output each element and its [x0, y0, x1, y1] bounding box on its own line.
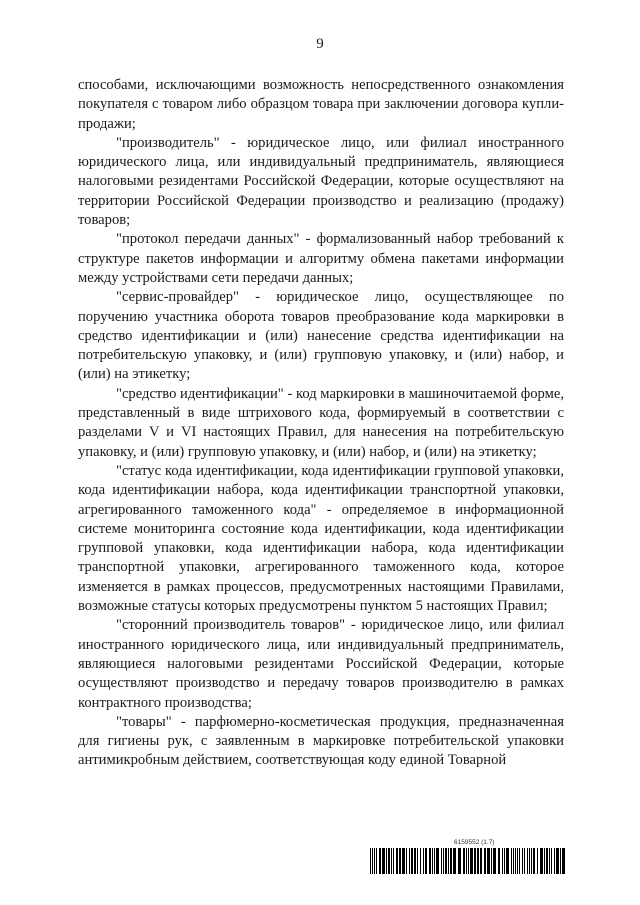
barcode-bar	[474, 848, 476, 874]
barcode-bar	[450, 848, 452, 874]
barcode-bar	[443, 848, 444, 874]
barcode-bar	[409, 848, 410, 874]
barcode-image	[370, 848, 566, 874]
paragraph: "протокол передачи данных" - формализованный набор требований к структуре пакетов информации и алгоритму обмена пакетами информации между устройствами сети передачи данных;	[78, 231, 564, 286]
document-body	[78, 76, 564, 771]
paragraph: "сторонний производитель товаров" - юридическое лицо, или филиал иностранного юридического лица, или индивидуальный предприниматель, являющиеся налоговыми резидентами Российской Федерации, которые осуществляют производство и передачу товаров производителю в рамках контрактного производства;	[78, 617, 564, 711]
barcode-bar	[388, 848, 390, 874]
barcode-bar	[546, 848, 548, 874]
barcode-bar	[448, 848, 449, 874]
barcode-bar	[524, 848, 525, 874]
barcode-bar	[420, 848, 421, 874]
barcode-bar	[376, 848, 377, 874]
barcode-bar	[434, 848, 435, 874]
barcode-bar	[519, 848, 520, 874]
paragraph: способами, исключающими возможность непосредственного ознакомления покупателя с товаром либо образцом товара при заключении договора купли-продажи;	[78, 77, 564, 132]
barcode-bar	[544, 848, 545, 874]
barcode-bar	[487, 848, 490, 874]
barcode-bar	[374, 848, 375, 874]
barcode-bar	[382, 848, 385, 874]
barcode-bar	[522, 848, 523, 874]
barcode-bar	[556, 848, 559, 874]
barcode-bar	[506, 848, 509, 874]
barcode-bar	[504, 848, 505, 874]
barcode-bar	[441, 848, 442, 874]
paragraph: "сервис-провайдер" - юридическое лицо, осуществляющее по поручению участника оборота товаров преобразование кода маркировки в средство идентификации и (или) нанесение средства идентификации на потребительскую упаковку, и (или) групповую упаковку, и (или) набор, и (или) на этикетку;	[78, 289, 564, 383]
barcode-bar	[511, 848, 512, 874]
barcode-bar	[527, 848, 528, 874]
barcode-bar	[372, 848, 373, 874]
barcode-bar	[498, 848, 500, 874]
barcode-bar	[402, 848, 405, 874]
barcode-bar	[515, 848, 516, 874]
barcode-bar	[517, 848, 518, 874]
paragraph: "производитель" - юридическое лицо, или филиал иностранного юридического лица, или индивидуальный предприниматель, являющиеся налоговыми резидентами Российской Федерации, которые осуществляют на территории Российской Федерации производство и реализацию (продажу) товаров;	[78, 134, 564, 229]
barcode-bar	[445, 848, 447, 874]
barcode-bar	[502, 848, 503, 874]
page-number: 9	[316, 36, 324, 52]
barcode-bar	[458, 848, 461, 874]
barcode-bar	[560, 848, 561, 874]
barcode-bar	[393, 848, 394, 874]
barcode-bar	[432, 848, 433, 874]
barcode-bar	[493, 848, 496, 874]
barcode-bar	[414, 848, 416, 874]
paragraph: "товары" - парфюмерно-косметическая продукция, предназначенная для гигиены рук, с заявленным в маркировке потребительской упаковки антимикробным действием, соответствующая коду единой Товарной	[78, 713, 564, 769]
barcode-bar	[549, 848, 550, 874]
document-code: 6159552 (1.7)	[454, 839, 495, 846]
barcode-bar	[379, 848, 381, 874]
barcode-bar	[425, 848, 427, 874]
barcode-bar	[423, 848, 424, 874]
barcode-bar	[411, 848, 413, 874]
barcode-bar	[396, 848, 398, 874]
barcode-bar	[453, 848, 456, 874]
barcode-bar	[468, 848, 469, 874]
barcode-bar	[533, 848, 535, 874]
barcode-bar	[466, 848, 467, 874]
barcode-bar	[537, 848, 538, 874]
barcode-bar	[477, 848, 479, 874]
barcode-bar	[436, 848, 439, 874]
barcode-bar	[391, 848, 392, 874]
barcode-bar	[551, 848, 552, 874]
barcode-bar	[554, 848, 555, 874]
barcode-bar	[429, 848, 431, 874]
barcode-bar	[470, 848, 473, 874]
barcode-bar	[370, 848, 371, 874]
barcode-bar	[513, 848, 514, 874]
barcode-bar	[484, 848, 486, 874]
barcode-bar	[399, 848, 401, 874]
barcode-bar	[562, 848, 565, 874]
barcode-bar	[480, 848, 482, 874]
barcode-bar	[491, 848, 492, 874]
barcode-bar	[463, 848, 465, 874]
barcode-bar	[417, 848, 418, 874]
barcode-bar	[540, 848, 543, 874]
barcode-bar	[531, 848, 532, 874]
paragraph: "средство идентификации" - код маркировки в машиночитаемой форме, представленный в виде штрихового кода, формируемый в соответствии с разделами V и VI настоящих Правил, для нанесения на потребительскую упаковку, и (или) групповую упаковку, и (или) набор, и (или) на этикетку;	[78, 385, 564, 460]
barcode-bar	[386, 848, 387, 874]
barcode-bar	[406, 848, 407, 874]
barcode-bar	[529, 848, 530, 874]
paragraph: "статус кода идентификации, кода идентификации групповой упаковки, кода идентификации набора, кода идентификации транспортной упаковки, агрегированного таможенного кода" - определяемое в информационной системе мониторинга состояние кода идентификации, кода идентификации групповой упаковки, кода идентификации набора, кода идентификации транспортной упаковки, агрегированного таможенного кода, которое изменяется в рамках процессов, предусмотренных настоящими Правилами, возможные статусы которых предусмотрены пунктом 5 настоящих Правил;	[78, 462, 564, 615]
